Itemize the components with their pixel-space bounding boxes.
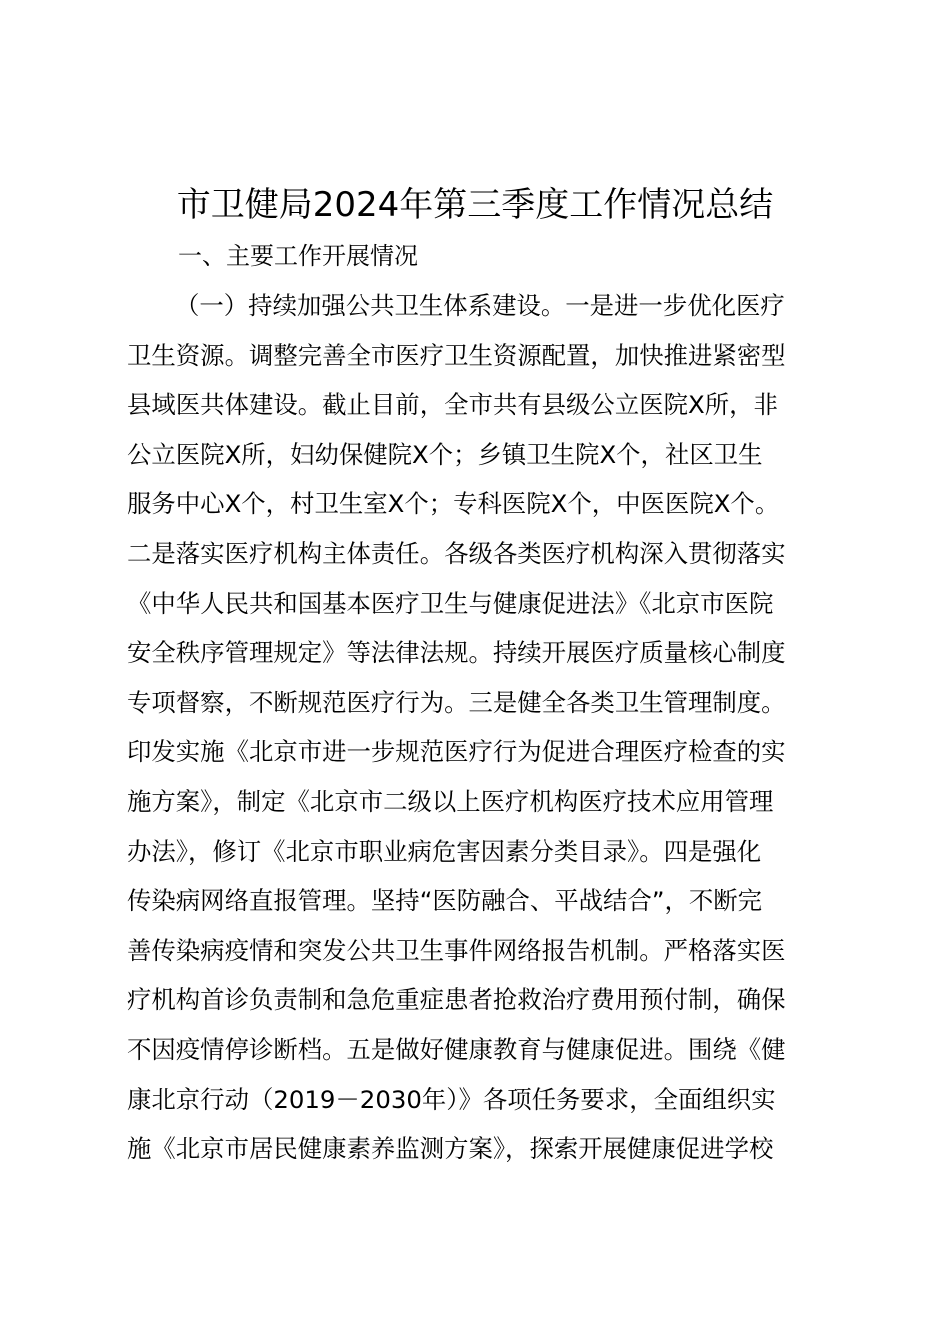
body-line: 康北京行动（2019－2030年）》各项任务要求，全面组织实 [127,1084,776,1114]
body-line: 《中华人民共和国基本医疗卫生与健康促进法》《北京市医院 [127,588,774,618]
body-line: 不因疫情停诊断档。五是做好健康教育与健康促进。围绕《健 [127,1034,786,1064]
body-line: 传染病网络直报管理。坚持“医防融合、平战结合”，不断完 [127,886,763,916]
body-line: 印发实施《北京市进一步规范医疗行为促进合理医疗检查的实 [127,737,786,767]
body-paragraph [127,284,847,1177]
body-line: 服务中心X个，村卫生室X个；专科医院X个，中医医院X个。 [127,489,780,519]
body-line: 办法》，修订《北京市职业病危害因素分类目录》。四是强化 [127,836,762,866]
document-title: 市卫健局2024年第三季度工作情况总结 [176,185,774,225]
body-line: 二是落实医疗机构主体责任。各级各类医疗机构深入贯彻落实 [127,538,786,568]
body-line: 公立医院X所，妇幼保健院X个；乡镇卫生院X个，社区卫生 [127,439,763,469]
body-line: 专项督察，不断规范医疗行为。三是健全各类卫生管理制度。 [127,687,786,717]
body-line: 施《北京市居民健康素养监测方案》，探索开展健康促进学校 [127,1134,774,1164]
body-line: 卫生资源。调整完善全市医疗卫生资源配置，加快推进紧密型 [127,340,786,370]
body-line: 善传染病疫情和突发公共卫生事件网络报告机制。严格落实医 [127,935,786,965]
body-line: （一）持续加强公共卫生体系建设。一是进一步优化医疗 [175,291,785,320]
body-line: 疗机构首诊负责制和急危重症患者抢救治疗费用预付制，确保 [127,985,786,1015]
body-line: 施方案》，制定《北京市二级以上医疗机构医疗技术应用管理 [127,786,774,816]
section-heading: 一、主要工作开展情况 [178,242,418,270]
body-line: 安全秩序管理规定》等法律法规。持续开展医疗质量核心制度 [127,638,786,668]
body-line: 县域医共体建设。截止目前，全市共有县级公立医院X所，非 [127,390,778,420]
